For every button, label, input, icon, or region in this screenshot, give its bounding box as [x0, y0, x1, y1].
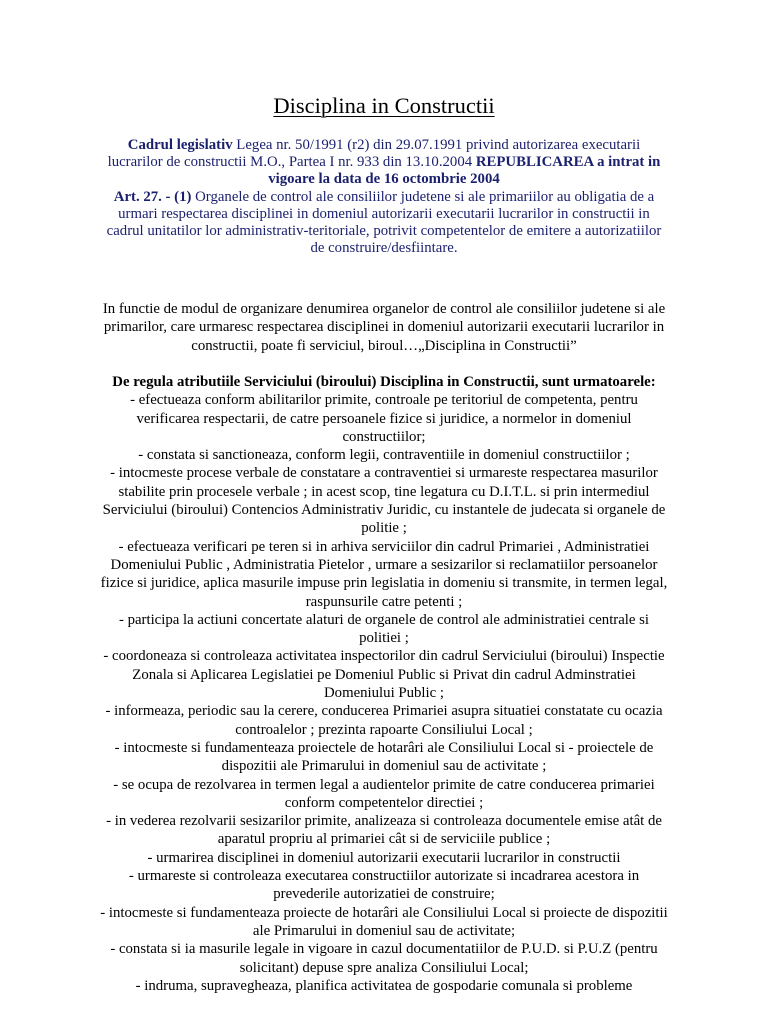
duties-heading: De regula atributiile Serviciului (biroului) Disciplina in Constructii, sunt urmatoarele: [112, 374, 656, 390]
duty-item: - efectueaza verificari pe teren si in arhiva serviciilor din cadrul Primariei , Administratiei Domeniului Public , Administratia Pietelor , urmare a sesizarilor si reclamatiilor persoanelor fizice si juridice, aplica masurile impuse prin legislatia in domeniu si transmite, in termen legal, raspunsurile catre petenti ; [100, 538, 668, 610]
article-label: Art. 27. - (1) [113, 188, 192, 205]
duty-item: - participa la actiuni concertate alaturi de organele de control ale administratiei centrale si politiei ; [118, 611, 650, 647]
duty-item: - informeaza, periodic sau la cerere, conducerea Primariei asupra situatiei constatate cu ocazia controalelor ; prezinta rapoarte Consiliului Local ; [105, 703, 663, 738]
duty-item: - efectueaza conform abilitarilor primite, controale pe teritoriul de competenta, pentru verificarea respectarii, de catre persoanele fizice si juridice, a normelor in domeniul constructiilor; [130, 392, 638, 445]
duty-item: - intocmeste si fundamenteaza proiectele de hotarâri ale Consiliului Local si - proiectele de dispozitii ale Primarului in domeniul sau de activitate ; [114, 739, 654, 775]
duty-item: - coordoneaza si controleaza activitatea inspectorilor din cadrul Serviciului (biroului) Inspectie Zonala si Aplicarea Legislatiei pe Domeniul Public si Privat din cadrul Adminstratiei Domeniului Public ; [103, 648, 665, 702]
duties-section [100, 373, 668, 995]
document-title: Disciplina in Constructii [273, 93, 495, 118]
republication-notice: REPUBLICAREA a intrat in vigoare la data de 16 octombrie 2004 [268, 154, 661, 188]
article-text: Organele de control ale consiliilor judetene si ale primariilor au obligatia de a urmari respectarea disciplinei in domeniul autorizarii executarii lucrarilor in constructii in cadrul unitatilor lor administrativ-teritoriale, potrivit competentelor de emitere a autorizatiilor de construire/desfiintare. [106, 188, 662, 257]
legal-framework-block [100, 137, 668, 257]
duty-item: - intocmeste si fundamenteaza proiecte de hotarâri ale Consiliului Local si proiecte de dispozitii ale Primarului in domeniul sau de activitate; [100, 904, 668, 939]
duty-item: - intocmeste procese verbale de constatare a contraventiei si urmareste respectarea masurilor stabilite prin procesele verbale ; in acest scop, tine legatura cu D.I.T.L. si prin intermediul Serviciului (biroului) Contencios Administrativ Juridic, cu instantele de judecata si organele de politie ; [102, 465, 666, 537]
duty-item: - constata si ia masurile legale in vigoare in cazul documentatiilor de P.U.D. si P.U.Z (pentru solicitant) depuse spre analiza Consiliului Local; [110, 941, 658, 976]
duty-item: - se ocupa de rezolvarea in termen legal a audientelor primite de catre conducerea primariei conform competentelor directiei ; [113, 776, 655, 811]
duty-item: - urmareste si controleaza executarea constructiilor autorizate si incadrarea acestora in prevederile autorizatiei de construire; [128, 868, 640, 903]
duty-item: - urmarirea disciplinei in domeniul autorizarii executarii lucrarilor in constructii [147, 849, 621, 866]
duty-item: - indruma, supravegheaza, planifica activitatea de gospodarie comunala si probleme [135, 977, 633, 994]
legal-framework-label: Cadrul legislativ [127, 137, 233, 153]
intro-paragraph: In functie de modul de organizare denumirea organelor de control ale consiliilor judetene si ale primarilor, care urmaresc respectarea disciplinei in domeniul autorizarii executarii lucrarilor in constructii, poate fi serviciul, biroul…„Disciplina in Constructii” [102, 301, 666, 354]
duty-item: - in vederea rezolvarii sesizarilor primite, analizeaza si controleaza documentele emise atât de aparatul propriu al primariei cât si de serviciile publice ; [106, 813, 662, 848]
law-reference-text: Legea nr. 50/1991 (r2) din 29.07.1991 privind autorizarea executarii lucrarilor de constructii M.O., Partea I nr. 933 din 13.10.2004 [107, 137, 641, 171]
duty-item: - constata si sanctioneaza, conform legii, contraventiile in domeniul constructiilor ; [138, 447, 630, 464]
